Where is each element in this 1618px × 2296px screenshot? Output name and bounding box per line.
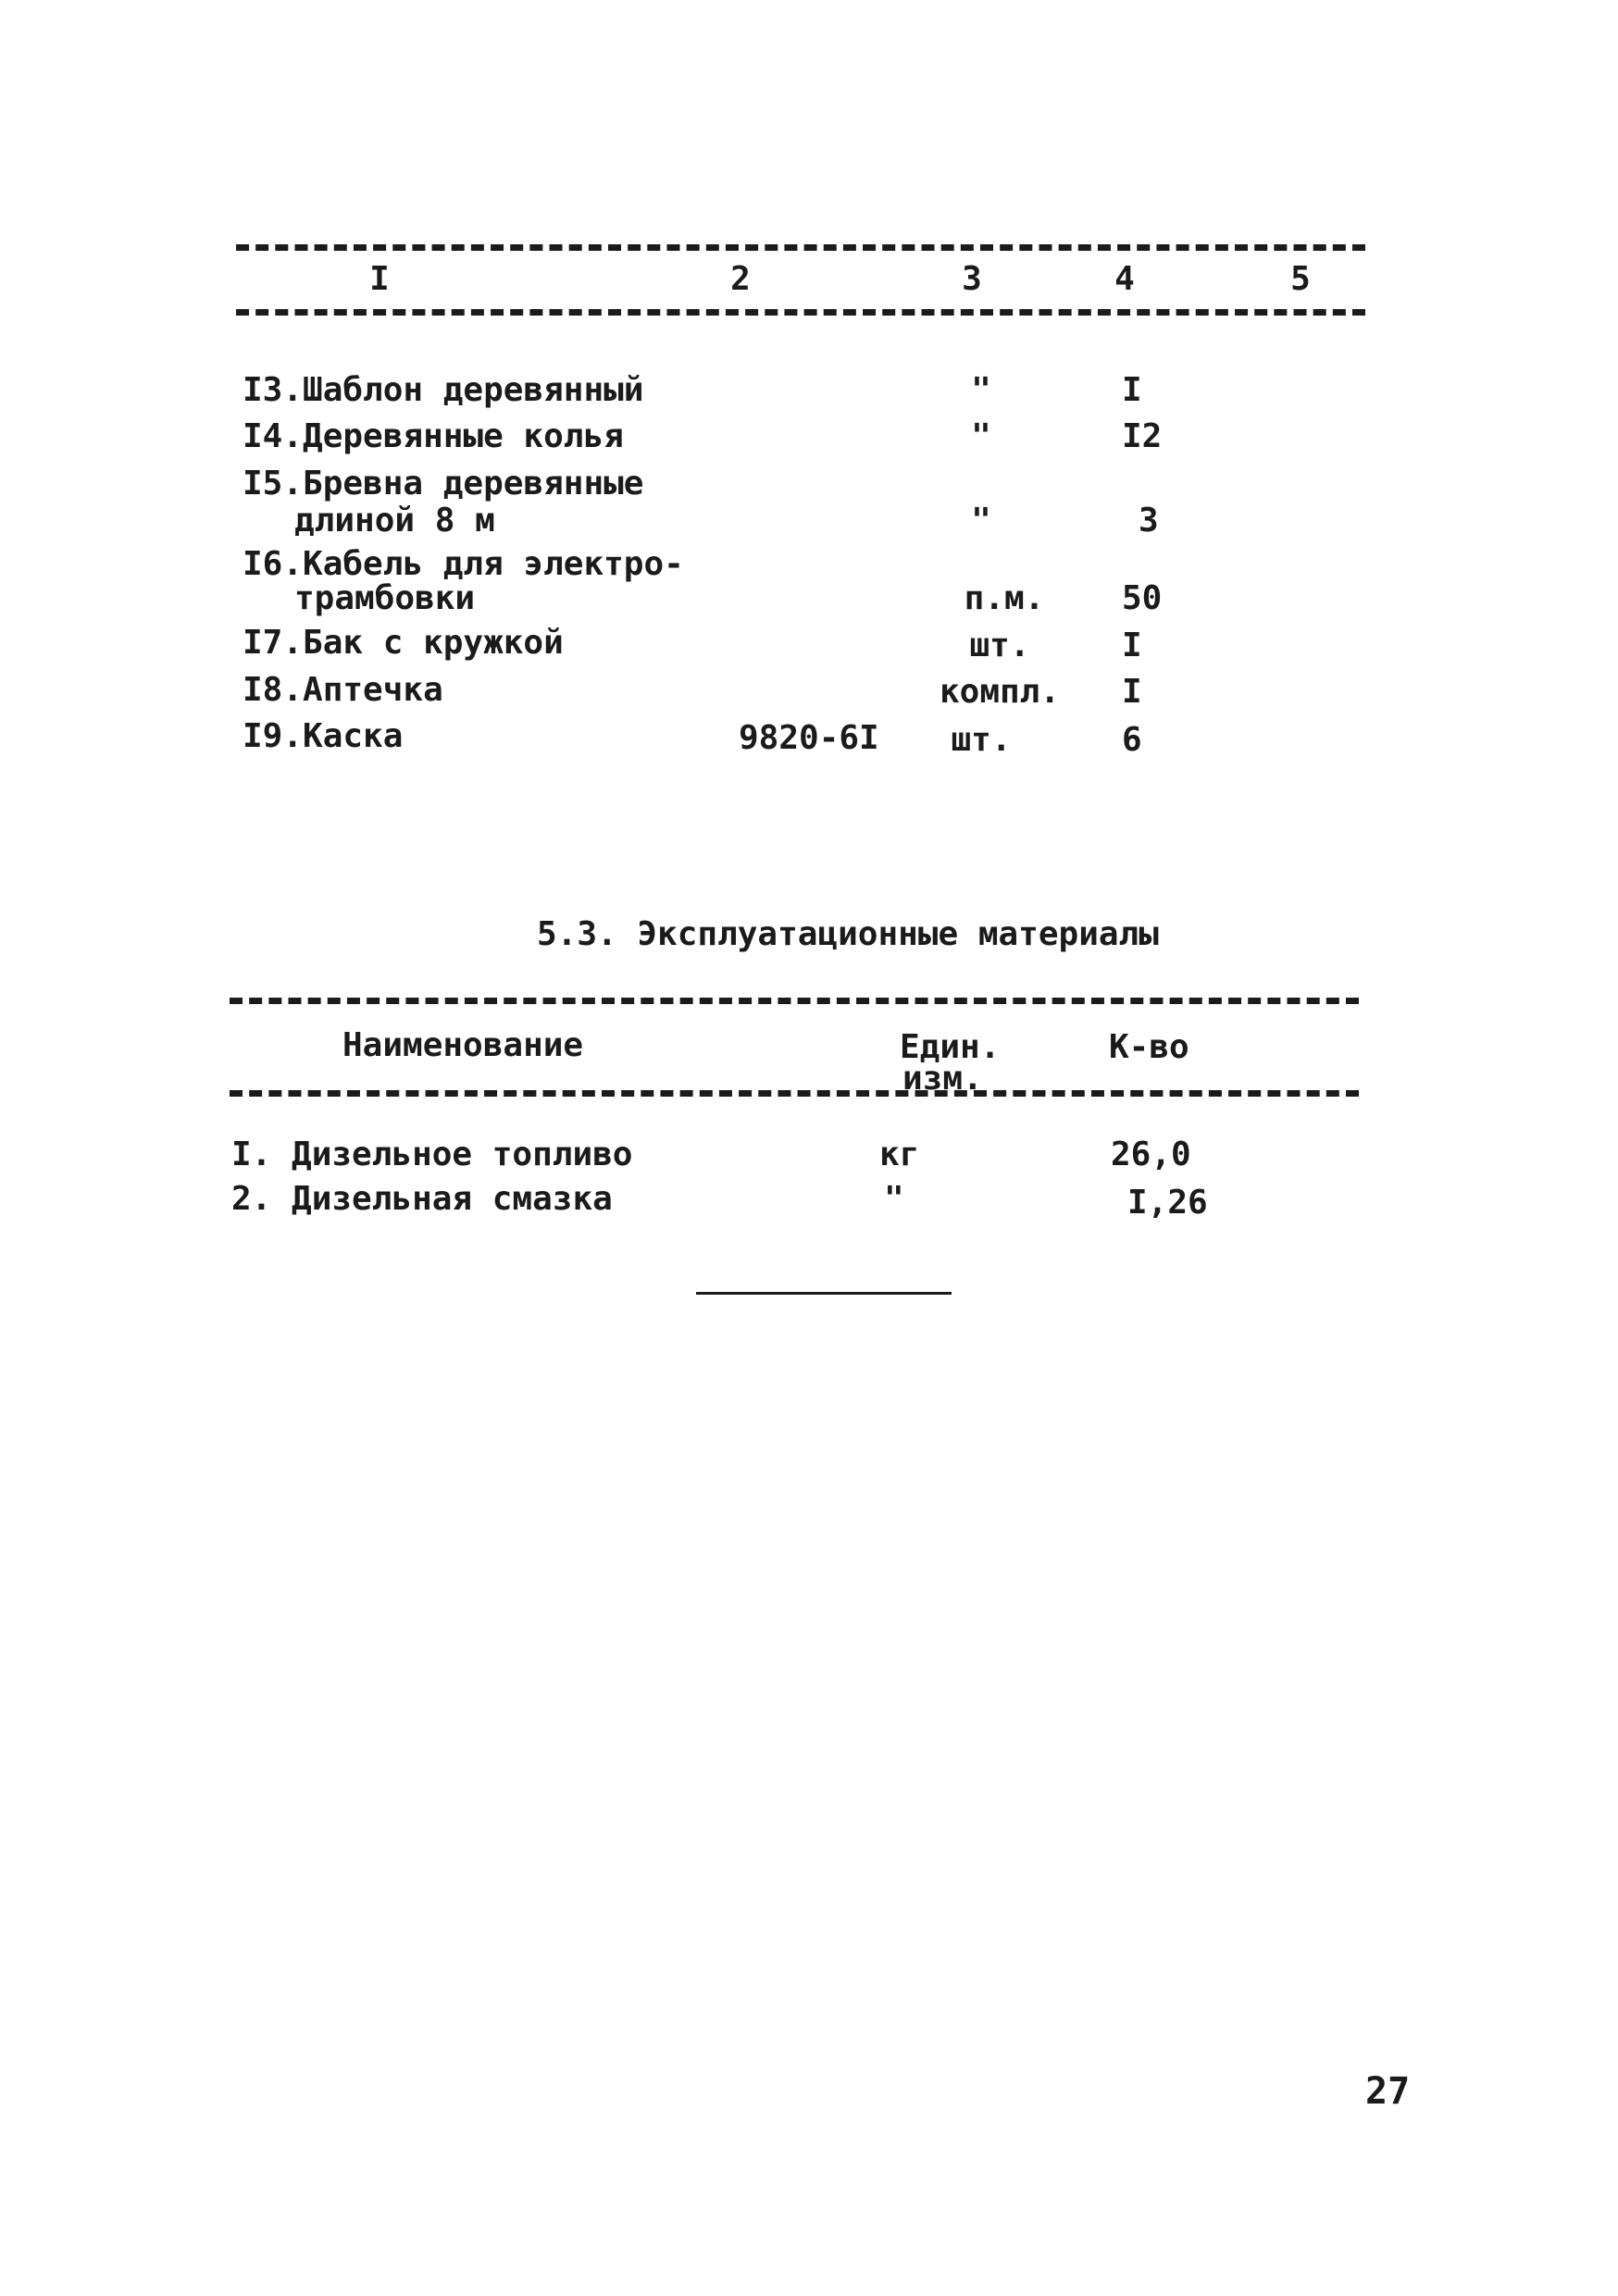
table2-header-qty: К-во bbox=[1109, 1028, 1189, 1066]
table1-row-unit: " bbox=[971, 502, 991, 540]
table1-row-item-cont: трамбовки bbox=[294, 579, 476, 617]
table1-row-unit: компл. bbox=[939, 673, 1061, 711]
table1-row-unit: " bbox=[971, 371, 991, 409]
table1-row-qty: 6 bbox=[1122, 721, 1142, 759]
section-title: 5.3. Эксплуатационные материалы bbox=[537, 915, 1159, 953]
table1-colnum-1: I bbox=[369, 260, 390, 298]
table1-row-item: I9.Каска bbox=[243, 717, 404, 755]
table1-row-unit: шт. bbox=[951, 721, 1012, 759]
table1-row-unit: " bbox=[971, 417, 991, 455]
page-number: 27 bbox=[1365, 2070, 1411, 2113]
table2-row-qty: I,26 bbox=[1127, 1184, 1208, 1222]
end-rule bbox=[696, 1292, 952, 1295]
table1-row-item: I8.Аптечка bbox=[243, 671, 443, 709]
table1-colnum-2: 2 bbox=[730, 260, 751, 298]
table1-header-rule bbox=[236, 309, 1365, 316]
table1-colnum-4: 4 bbox=[1114, 260, 1135, 298]
table1-row-qty: I bbox=[1122, 371, 1142, 409]
table2-row-item: I. Дизельное топливо bbox=[231, 1136, 633, 1173]
table2-header-unit-cont: изм. bbox=[902, 1060, 983, 1098]
table1-row-qty: 3 bbox=[1139, 502, 1159, 540]
table1-row-col2: 9820-6I bbox=[739, 719, 879, 757]
table1-row-item: I3.Шаблон деревянный bbox=[243, 371, 644, 409]
table2-row-item: 2. Дизельная смазка bbox=[231, 1180, 613, 1218]
table1-colnum-3: 3 bbox=[962, 260, 982, 298]
table1-row-item: I4.Деревянные колья bbox=[243, 417, 624, 455]
table1-row-qty: I bbox=[1122, 673, 1142, 711]
table1-top-rule bbox=[236, 244, 1365, 251]
table2-top-rule bbox=[230, 998, 1359, 1004]
table2-row-unit: " bbox=[884, 1180, 904, 1218]
table1-row-qty: I2 bbox=[1122, 417, 1163, 455]
table1-row-qty: I bbox=[1122, 627, 1142, 664]
table1-row-unit: шт. bbox=[969, 627, 1030, 664]
table1-colnum-5: 5 bbox=[1290, 260, 1311, 298]
table1-row-item: I7.Бак с кружкой bbox=[243, 624, 564, 662]
table2-row-qty: 26,0 bbox=[1111, 1136, 1191, 1173]
table2-header-unit: Един. bbox=[900, 1028, 1001, 1066]
table1-row-item: I6.Кабель для электро- bbox=[243, 545, 684, 583]
table1-row-item-cont: длиной 8 м bbox=[294, 502, 495, 540]
table2-header-name: Наименование bbox=[342, 1026, 584, 1064]
table1-row-unit: п.м. bbox=[964, 579, 1045, 617]
table1-row-qty: 50 bbox=[1122, 579, 1163, 617]
table2-row-unit: кг bbox=[879, 1136, 920, 1173]
table1-row-item: I5.Бревна деревянные bbox=[243, 465, 644, 503]
table2-header-rule bbox=[230, 1090, 1359, 1097]
